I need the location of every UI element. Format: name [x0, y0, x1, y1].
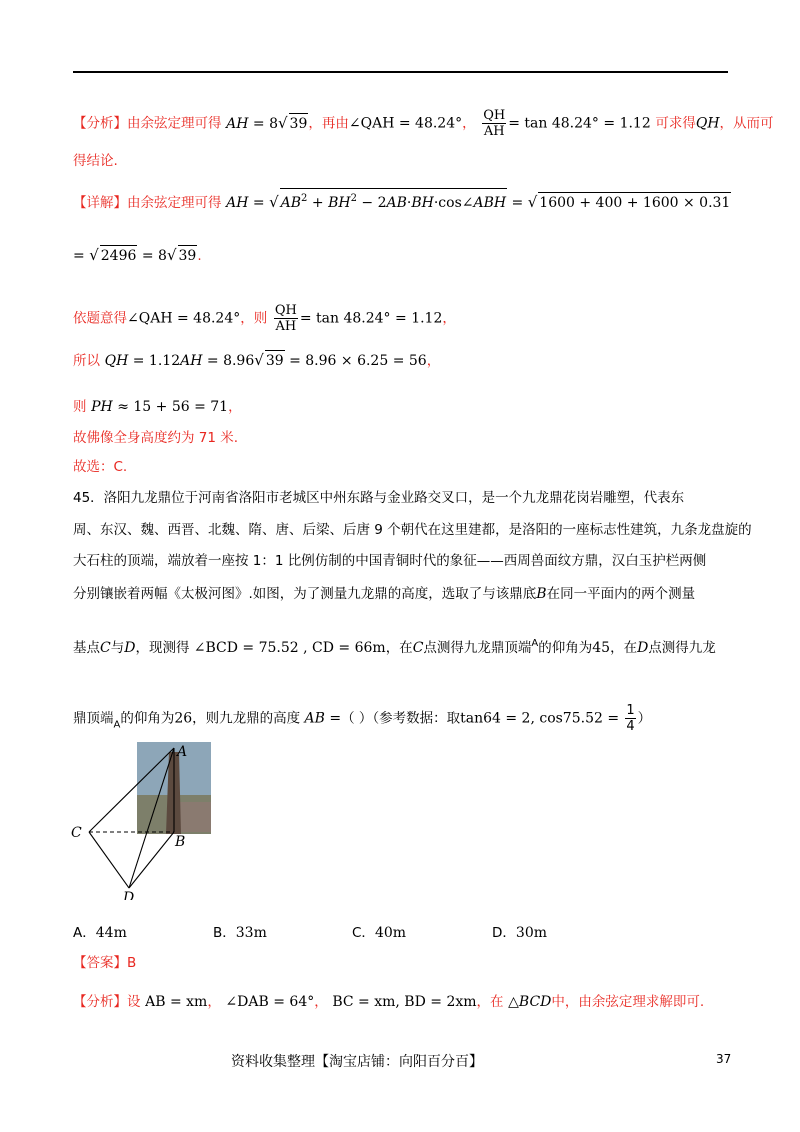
detail-line-1 — [73, 188, 731, 213]
line-bd — [129, 832, 174, 888]
detail-line-4 — [73, 350, 440, 371]
option-a[interactable] — [73, 921, 127, 941]
question-line-6 — [73, 703, 651, 736]
math-triangle-bcd: △BCD — [508, 994, 552, 1010]
analysis-text: 可求得 — [655, 115, 696, 132]
question-text: 鼎顶端 — [73, 710, 114, 727]
point-d: D — [124, 640, 136, 656]
question-text: 与 — [110, 640, 125, 656]
fraction-qh-ah — [274, 303, 298, 334]
angle-45: 45 — [592, 640, 611, 656]
analysis-text: 由余弦定理可得 — [127, 115, 222, 132]
question-text: 的仰角为 — [120, 710, 175, 727]
detail-line-5 — [73, 397, 242, 417]
detail-tag: 【详解】 — [73, 195, 127, 211]
option-c[interactable] — [352, 921, 406, 941]
math-angle-qah: ∠QAH = 48.24° — [348, 115, 463, 132]
question-text: ，在 — [610, 640, 638, 656]
analysis-tag: 【分析】 — [73, 994, 127, 1010]
math-angle-qah: ∠QAH = 48.24° — [127, 310, 241, 327]
label-c: C — [71, 825, 82, 841]
question-text: （ ）（参考数据：取 — [341, 710, 461, 727]
math-ah: AH = 8√ 39 — [226, 113, 308, 132]
question-line-3: 大石柱的顶端，端放着一座按 1：1 比例仿制的中国青铜时代的象征——西周兽面纹方鼎，汉白玉护栏两侧 — [73, 553, 707, 569]
option-value: 44m — [95, 925, 127, 941]
question-line-2: 周、东汉、魏、西晋、北魏、隋、唐、后梁、后唐 9 个朝代在这里建都，是洛阳的一座标志性建筑，九条龙盘旋的 — [73, 522, 752, 538]
math-cosine-law: AH = √ $AB^2 + BH^2$ − 2AB·BH·cos∠ABH = √ 1600 + 400 + 1600 × 0.31 — [226, 195, 731, 211]
label-d: D — [123, 890, 135, 900]
detail-conclusion: 故佛像全身高度约为 71 米. — [73, 430, 239, 446]
question-text: ，现测得 — [135, 640, 190, 656]
frac-num: QH — [483, 108, 506, 123]
option-value: 40m — [374, 925, 407, 941]
math-sqrt-2496: = √ 2496 = 8√ 39 — [73, 246, 197, 264]
option-d[interactable] — [492, 921, 547, 941]
detail-text: 由余弦定理可得 — [127, 195, 222, 211]
fraction-quarter — [625, 703, 635, 734]
detail-text: 所以 — [73, 353, 100, 369]
detail-text: . — [197, 248, 202, 264]
line-cd — [89, 832, 129, 888]
question-text: 在同一平面内的两个测量 — [546, 586, 696, 602]
detail-line-2 — [73, 245, 202, 266]
question-text: 点测得九龙鼎顶端 — [423, 640, 532, 656]
question-text: 分别镶嵌着两幅《太极河图》.如图，为了测量九龙鼎的高度，选取了与该鼎底 — [73, 586, 537, 602]
question-text: ，在 — [385, 640, 413, 656]
question-text: 点测得九龙 — [648, 640, 716, 656]
math-reference-data: tan64 = 2, cos75.52 = — [460, 710, 620, 727]
analysis2-line — [73, 992, 704, 1012]
question-line-1: 45．洛阳九龙鼎位于河南省洛阳市老城区中州东路与金业路交叉口，是一个九龙鼎花岗岩雕塑，代表东 — [73, 490, 685, 506]
math-qh-value: QH = 1.12AH = 8.96√ 39 = 8.96 × 6.25 = 56 — [104, 351, 427, 369]
question-line-5 — [73, 634, 716, 658]
answer-line — [73, 953, 136, 973]
detail-text: 则 — [73, 399, 87, 415]
option-letter: D． — [492, 925, 516, 941]
frac-num: 1 — [626, 703, 635, 718]
analysis-text: ，从而可 — [719, 115, 774, 132]
point-d: D — [637, 640, 649, 656]
option-value: 30m — [515, 925, 547, 941]
point-c: C — [100, 640, 111, 656]
question-text: 基点 — [73, 640, 100, 656]
math-qh: QH — [695, 115, 720, 132]
math-angle-dab: ∠DAB = 64° — [225, 994, 315, 1010]
photo-building — [177, 802, 211, 832]
analysis-text: ，在 — [476, 994, 504, 1010]
footer-text: 资料收集整理【淘宝店铺：向阳百分百】 — [231, 1054, 483, 1070]
analysis-text: ， — [207, 994, 221, 1010]
point-a: A — [531, 638, 539, 649]
question-text: ，则九龙鼎的高度 — [192, 710, 301, 727]
point-c: C — [412, 640, 424, 656]
geometry-figure — [65, 740, 225, 900]
answer-value: B — [127, 955, 137, 971]
detail-text: ， — [426, 353, 441, 369]
option-letter: B． — [213, 925, 236, 941]
analysis-text: 中，由余弦定理求解即可. — [551, 994, 705, 1010]
math-bc-bd: BC = xm, BD = 2xm — [332, 994, 477, 1010]
analysis-tag: 【分析】 — [73, 115, 127, 132]
math-tan: = tan 48.24° = 1.12 — [299, 310, 443, 327]
angle-26: 26 — [174, 710, 193, 727]
math-ab: AB = — [304, 710, 342, 727]
question-line-4 — [73, 584, 695, 604]
frac-den: 4 — [626, 719, 635, 734]
detail-text: ，则 — [240, 310, 268, 327]
geometry-diagram — [65, 740, 225, 900]
header-rule — [73, 71, 728, 73]
analysis-text: ， — [462, 115, 476, 132]
detail-line-3 — [73, 303, 456, 334]
answer-tag: 【答案】 — [73, 955, 127, 971]
analysis-text: ， — [314, 994, 328, 1010]
question-text: ） — [637, 710, 652, 727]
frac-den: AH — [483, 124, 505, 139]
frac-den: AH — [275, 319, 297, 334]
question-text: 的仰角为 — [538, 640, 593, 656]
label-a: A — [177, 744, 188, 760]
math-bcd-cd: ∠BCD = 75.52 , CD = 66m — [193, 640, 386, 656]
option-letter: A． — [73, 925, 96, 941]
option-letter: C． — [352, 925, 375, 941]
point-a: A — [113, 719, 121, 731]
fraction-qh-ah — [482, 108, 506, 139]
option-b[interactable] — [213, 921, 267, 941]
label-b: B — [175, 834, 186, 850]
page-number: 37 — [716, 1052, 732, 1066]
math-tan: = tan 48.24° = 1.12 — [508, 115, 651, 132]
detail-text: ， — [442, 310, 456, 327]
option-value: 33m — [235, 925, 267, 941]
detail-text: 依题意得 — [73, 310, 127, 327]
analysis-line-1 — [73, 108, 774, 139]
point-b: B — [536, 586, 547, 602]
detail-text: ， — [228, 399, 242, 415]
math-ab-x: AB = xm — [145, 994, 208, 1010]
frac-num: QH — [274, 303, 297, 318]
analysis-text: 设 — [127, 994, 141, 1010]
analysis-line-2: 得结论. — [73, 153, 118, 169]
math-ph: PH ≈ 15 + 56 = 71 — [91, 399, 229, 415]
detail-choice: 故选：C. — [73, 459, 128, 475]
analysis-text: ，再由 — [308, 115, 349, 132]
